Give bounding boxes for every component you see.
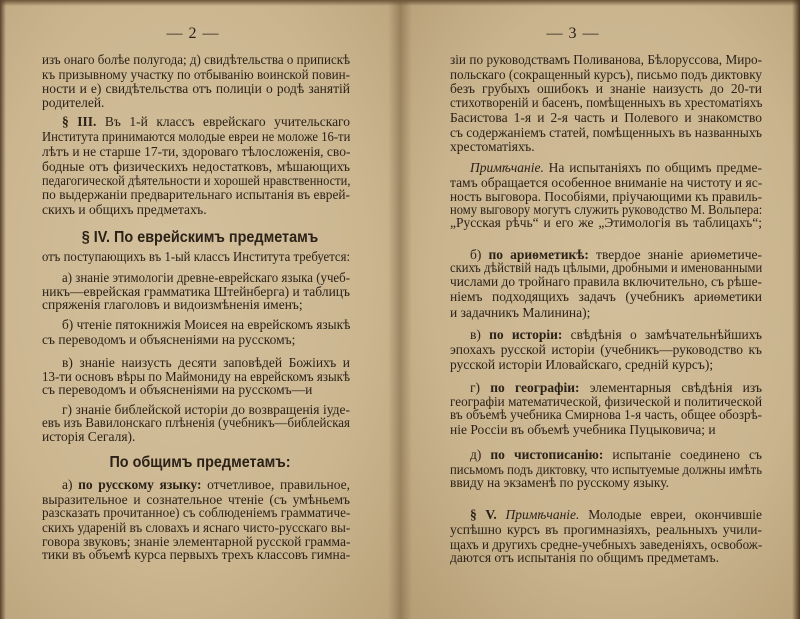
text-line <box>62 114 350 130</box>
text-segment: твердое знаніе ариѳметиче- <box>588 247 762 262</box>
page-edge <box>792 0 800 619</box>
text-segment: выразительное и сознательное чтеніе (съ умѣньемъ <box>42 492 350 507</box>
text-segment: успѣшно курсъ въ прогимназіяхъ, реальныхъ учили- <box>450 522 762 537</box>
text-segment: зіи по руководствамъ Поливанова, Бѣлоруссова, Миро- <box>450 52 762 67</box>
text-line <box>42 129 350 145</box>
text-segment: польскаго (сокращенный курсъ), письмо подъ диктовку <box>450 67 762 82</box>
text-segment: щахъ и другихъ средне-учебныхъ заведеніяхъ, освобож- <box>450 537 763 552</box>
text-segment: отъ поступающихъ въ 1-ый классъ Института требуется: <box>42 249 350 264</box>
text-segment: разсказать прочитанное) съ соблюденіемъ грамматиче- <box>42 505 351 520</box>
text-segment: изъ онаго болѣе полугода; д) свидѣтельства о припискѣ <box>42 52 351 67</box>
text-segment: „Русская рѣчь“ и его же „Этимологія въ таблицахъ“; <box>450 215 762 230</box>
text-segment: 13-ти основъ вѣры по Маймониду на еврейскомъ языкѣ <box>42 369 350 384</box>
text-segment: ніе Россіи въ объемѣ учебника Пуцыковича; и <box>450 422 716 437</box>
text-segment: въ объемѣ учебника Смирнова 1-я часть, общее обозрѣ- <box>450 407 762 422</box>
text-segment: съ переводомъ и объясненіями на русскомъ—и <box>42 382 313 397</box>
page-edge <box>0 0 800 6</box>
section-heading-general-subjects: По общимъ предметамъ: <box>109 454 291 471</box>
text-segment: б) чтеніе пятокнижія Моисея на еврейскомъ языкѣ <box>62 317 351 332</box>
text-segment: хрестоматіяхъ. <box>450 139 535 154</box>
text-segment: съ содержаніемъ статей, помѣщенныхъ въ названныхъ <box>450 125 763 140</box>
text-segment: Въ 1-й классъ еврейскаго учительскаго <box>96 114 351 129</box>
text-segment: б) <box>470 247 489 262</box>
text-line <box>42 332 350 348</box>
text-segment: г) <box>470 380 491 395</box>
text-line <box>450 422 762 438</box>
text-line <box>450 550 762 566</box>
text-segment: съ переводомъ и объясненіями на русскомъ; <box>42 332 296 347</box>
text-segment: Басистова 1-я и 2-я часть и Полевого и знакомство <box>450 110 762 125</box>
text-segment: къ призывному участку по отбыванію воинской повин- <box>42 67 350 82</box>
text-segment: безъ грубыхъ ошибокъ и знаніе наизусть до 20-ти <box>450 81 762 96</box>
text-segment: лѣтъ и не старше 17-ти, здороваго тѣлосложенія, сво- <box>42 144 351 159</box>
text-segment: Молодые евреи, окончившіе <box>579 507 762 522</box>
text-segment: исторія Сегаля). <box>42 429 136 444</box>
text-line <box>42 144 350 160</box>
text-line <box>42 505 350 521</box>
text-segment: географіи математической, физической и политической <box>450 394 762 409</box>
text-segment: а) знаніе этимологіи древне-еврейскаго языка (учеб- <box>62 270 350 285</box>
text-segment: скихъ дѣйствій надъ цѣлыми, дробными и именованными <box>450 260 763 275</box>
text-line <box>450 407 762 423</box>
text-segment: в) <box>470 327 490 342</box>
bold-term: § III. <box>62 114 97 129</box>
text-segment: даются отъ испытанія по общимъ предметамъ. <box>450 550 719 565</box>
text-line <box>42 202 350 218</box>
text-line <box>450 95 762 111</box>
text-segment: д) <box>470 447 491 462</box>
bold-term: по географіи: <box>490 380 580 395</box>
text-segment: русской исторіи Иловайскаго, средній курсъ); <box>450 357 714 372</box>
text-segment: спряженія глаголовъ и видоизмѣненія именъ; <box>42 297 303 312</box>
text-segment: евъ изъ Вавилонскаго плѣненія (учебникъ—библейская <box>42 415 350 430</box>
text-segment: тамъ обращается особенное вниманіе на чистоту и яс- <box>450 175 763 190</box>
text-segment: ніемъ подходящихъ задачъ (учебникъ ариѳметики <box>450 289 762 304</box>
text-segment: говора звуковъ; знаніе элементарной русской грамма- <box>42 534 351 549</box>
text-segment: свѣдѣнія о замѣчательнѣйшихъ <box>562 327 762 342</box>
text-segment: стихотвореній и басенъ, помѣщенныхъ въ хрестоматіяхъ <box>450 95 763 110</box>
text-segment: На испытаніяхъ по общимъ предме- <box>543 160 762 175</box>
text-segment: ному выговору могутъ служить руководство М. Вольпера: <box>450 202 763 217</box>
page-number: — 3 — <box>546 25 600 42</box>
text-segment: в) знаніе наизусть десяти заповѣдей Божіихъ и <box>62 355 350 370</box>
text-segment: г) знаніе библейской исторіи до возвращенія іуде- <box>62 402 350 417</box>
text-line <box>62 477 350 493</box>
text-segment: ности и е) свидѣтельства отъ полиціи о родѣ занятій <box>42 81 350 96</box>
text-line <box>470 507 762 523</box>
text-segment: тики въ объемѣ курса первыхъ трехъ классовъ гимна- <box>42 547 351 562</box>
text-line <box>42 187 350 203</box>
text-segment: педагогической дѣятельности и хорошей нравственности, <box>42 173 351 188</box>
text-line <box>42 95 350 111</box>
bold-term: по исторіи: <box>489 327 563 342</box>
text-segment: никъ—еврейская грамматика Штейнберга) и таблицъ <box>42 284 350 299</box>
text-line <box>42 52 350 68</box>
italic-term: Примѣчаніе. <box>496 507 580 522</box>
text-segment: ввиду на экзаменѣ по русскому языку. <box>450 475 669 490</box>
text-segment: отчетливое, правильное, <box>201 477 350 492</box>
text-segment: письмомъ подъ диктовку, что испытуемые должны имѣть <box>450 462 762 477</box>
page-number: — 2 — <box>166 25 220 42</box>
text-line <box>450 357 762 373</box>
text-segment: элементарныя свѣдѣнія изъ <box>579 380 762 395</box>
text-line <box>450 305 762 321</box>
book-gutter <box>388 0 412 619</box>
text-segment: бодные отъ физическихъ недостатковъ, мѣшающихъ <box>42 159 350 174</box>
text-line <box>42 249 350 265</box>
text-line <box>450 475 762 491</box>
text-line <box>450 52 762 68</box>
text-line <box>470 447 762 463</box>
text-line <box>470 160 762 176</box>
bold-term: по чистописанію: <box>490 447 604 462</box>
page-edge <box>0 0 6 619</box>
section-heading-jewish-subjects: § IV. По еврейскимъ предметамъ <box>81 229 319 246</box>
text-line <box>42 382 350 398</box>
text-line <box>62 317 350 333</box>
text-segment: а) <box>62 477 79 492</box>
text-line <box>450 215 762 231</box>
text-segment: родителей. <box>42 95 105 110</box>
text-line <box>470 327 762 343</box>
text-line <box>42 429 350 445</box>
text-line <box>450 342 762 358</box>
bold-term: § V. <box>470 507 497 522</box>
text-segment: числами до тройнаго правила включительно, съ рѣше- <box>450 274 762 289</box>
text-line <box>450 110 762 126</box>
text-line <box>42 297 350 313</box>
text-line <box>42 547 350 563</box>
text-segment: по выдержаніи предварительнаго испытанія въ еврей- <box>42 187 350 202</box>
text-line <box>450 139 762 155</box>
bold-term: по ариѳметикѣ: <box>488 247 589 262</box>
text-line <box>450 522 762 538</box>
italic-term: Примѣчаніе. <box>470 160 544 175</box>
text-segment: и задачникъ Малинина); <box>450 305 591 320</box>
right-page <box>400 0 800 619</box>
text-segment: испытаніе соединено съ <box>603 447 763 462</box>
text-line <box>450 289 762 305</box>
text-segment: эпохахъ русской исторіи (учебникъ—руководство къ <box>450 342 762 357</box>
text-segment: ность выговора. Пособіями, пріучающими къ правиль- <box>450 189 762 204</box>
text-line <box>450 274 762 290</box>
bold-term: по русскому языку: <box>78 477 202 492</box>
text-segment: скихъ удареній въ словахъ и яснаго чисто-русскаго вы- <box>42 520 351 535</box>
text-segment: Института принимаются молодые евреи не моложе 16-ти <box>42 129 351 144</box>
text-segment: скихъ и общихъ предметахъ. <box>42 202 207 217</box>
